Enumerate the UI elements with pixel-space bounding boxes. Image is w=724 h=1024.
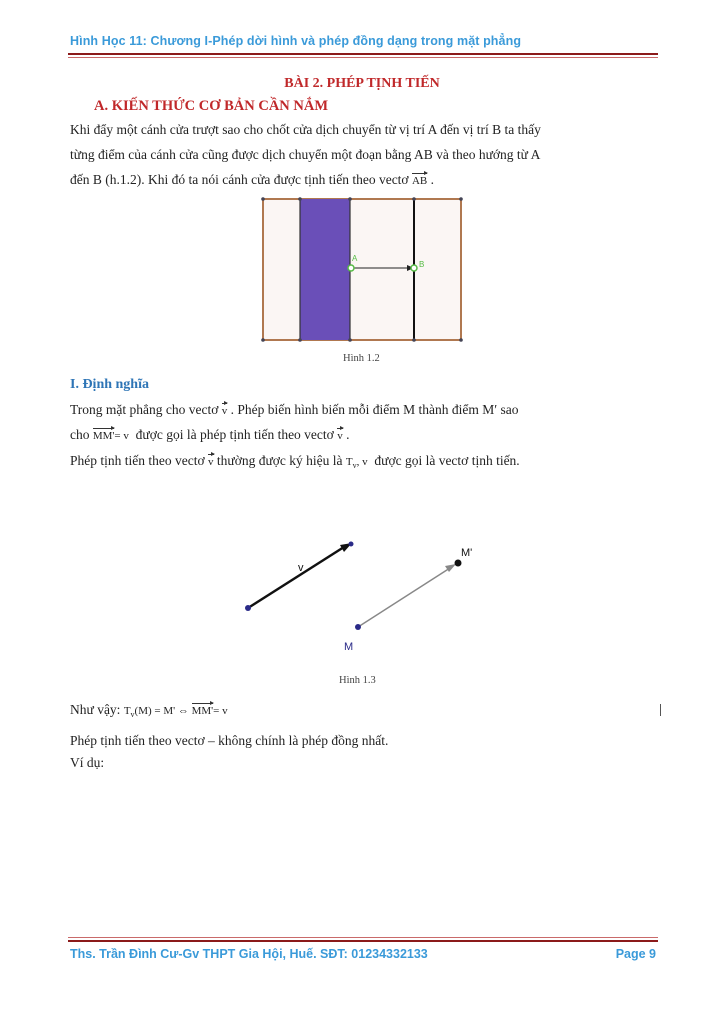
corner-dot	[412, 197, 416, 201]
definition-line-3	[70, 453, 520, 470]
summary-formula-rest: (M) = M' ⇔	[134, 705, 189, 717]
footer-rule	[68, 940, 658, 942]
page-number: Page 9	[615, 947, 656, 961]
corner-dot	[459, 197, 463, 201]
summary-line	[70, 702, 228, 719]
header-rule-thin	[68, 57, 658, 58]
translation-symbol	[346, 456, 368, 468]
summary-formula	[124, 705, 228, 717]
footer-rule-thin	[68, 937, 658, 938]
corner-dot	[348, 338, 352, 342]
point-m-prime	[455, 560, 462, 567]
definition-equation: = v	[114, 430, 129, 442]
summary-formula-sub: v	[130, 710, 135, 719]
margin-mark	[660, 704, 661, 716]
vector-v-2: v	[337, 427, 343, 442]
vector-ab: AB	[412, 172, 427, 187]
figure-1-2-caption: Hình 1.2	[343, 353, 380, 364]
corner-dot	[298, 197, 302, 201]
corner-dot	[459, 338, 463, 342]
definition-line-3-b: thường được ký hiệu là	[216, 453, 343, 468]
vector-v-end	[349, 542, 354, 547]
definition-line-2	[70, 427, 349, 443]
point-a	[348, 265, 354, 271]
figure-1-3	[236, 536, 486, 656]
header-rule	[68, 53, 658, 55]
vector-v-start	[245, 605, 251, 611]
section-a-heading: A. KIẾN THỨC CƠ BẢN CẦN NẮM	[94, 98, 329, 114]
door-panel	[300, 199, 350, 340]
label-v: v	[298, 562, 304, 574]
point-b	[411, 265, 417, 271]
definition-line-2-a: cho	[70, 427, 90, 442]
intro-line-1: Khi đẩy một cánh cửa trượt sao cho chốt cửa dịch chuyển từ vị trí A đến vị trí B ta thấy	[70, 122, 541, 137]
vector-v-arrow	[248, 547, 344, 608]
corner-dot	[261, 197, 265, 201]
zero-vector-note: Phép tịnh tiến theo vectơ – không chính là phép đồng nhất.	[70, 733, 389, 748]
summary-vector-mm-prime: MM'	[192, 702, 214, 717]
definition-line-1-a: Trong mặt phẳng cho vectơ	[70, 402, 219, 417]
intro-line-2: từng điểm của cánh cửa cũng được dịch chuyển một đoạn bằng AB và theo hướng từ A	[70, 147, 541, 162]
definition-line-3-c: được gọi là vectơ tịnh tiến.	[374, 453, 520, 468]
label-m: M	[344, 641, 354, 653]
translation-symbol-sub: v	[352, 461, 357, 470]
corner-dot	[298, 338, 302, 342]
definition-line-2-end: .	[346, 427, 350, 442]
label-b: B	[419, 260, 425, 269]
corner-dot	[412, 338, 416, 342]
intro-line-3-text: đến B (h.1.2). Khi đó ta nói cánh cửa được tịnh tiến theo vectơ	[70, 172, 409, 187]
intro-line-3-end: .	[430, 172, 434, 187]
vector-mm-prime-arrow	[358, 568, 450, 627]
definition-line-1-b: . Phép biến hình biến mỗi điểm M thành điểm M′ sao	[230, 402, 519, 417]
corner-dot	[348, 197, 352, 201]
figure-1-3-caption: Hình 1.3	[339, 675, 376, 686]
page-header: Hình Học 11: Chương I-Phép dời hình và phép đồng dạng trong mặt phẳng	[70, 34, 522, 48]
example-label: Ví dụ:	[70, 755, 105, 770]
intro-line-3	[70, 172, 434, 188]
footer-author: Ths. Trần Đình Cư-Gv THPT Gia Hội, Huế. SĐT: 01234332133	[70, 947, 428, 961]
vector-mm-prime: MM'	[93, 427, 115, 442]
corner-dot	[261, 338, 265, 342]
lesson-title: BÀI 2. PHÉP TỊNH TIẾN	[284, 76, 440, 91]
definition-line-2-b: được gọi là phép tịnh tiến theo vectơ	[135, 427, 334, 442]
summary-prefix: Như vậy:	[70, 702, 121, 717]
door-frame	[263, 199, 461, 340]
translation-symbol-v: , v	[356, 456, 368, 468]
label-a: A	[352, 254, 358, 263]
definition-heading: I. Định nghĩa	[70, 377, 149, 392]
summary-formula-eq: = v	[213, 705, 228, 717]
summary-formula-t: T	[123, 705, 131, 717]
translation-symbol-t: T	[345, 456, 353, 468]
point-m	[355, 624, 361, 630]
definition-line-3-a: Phép tịnh tiến theo vectơ	[70, 453, 205, 468]
figure-1-2	[256, 194, 466, 344]
vector-v-3: v	[208, 453, 214, 468]
definition-line-1	[70, 402, 519, 418]
label-m-prime: M'	[461, 547, 473, 559]
vector-v: v	[222, 402, 228, 417]
